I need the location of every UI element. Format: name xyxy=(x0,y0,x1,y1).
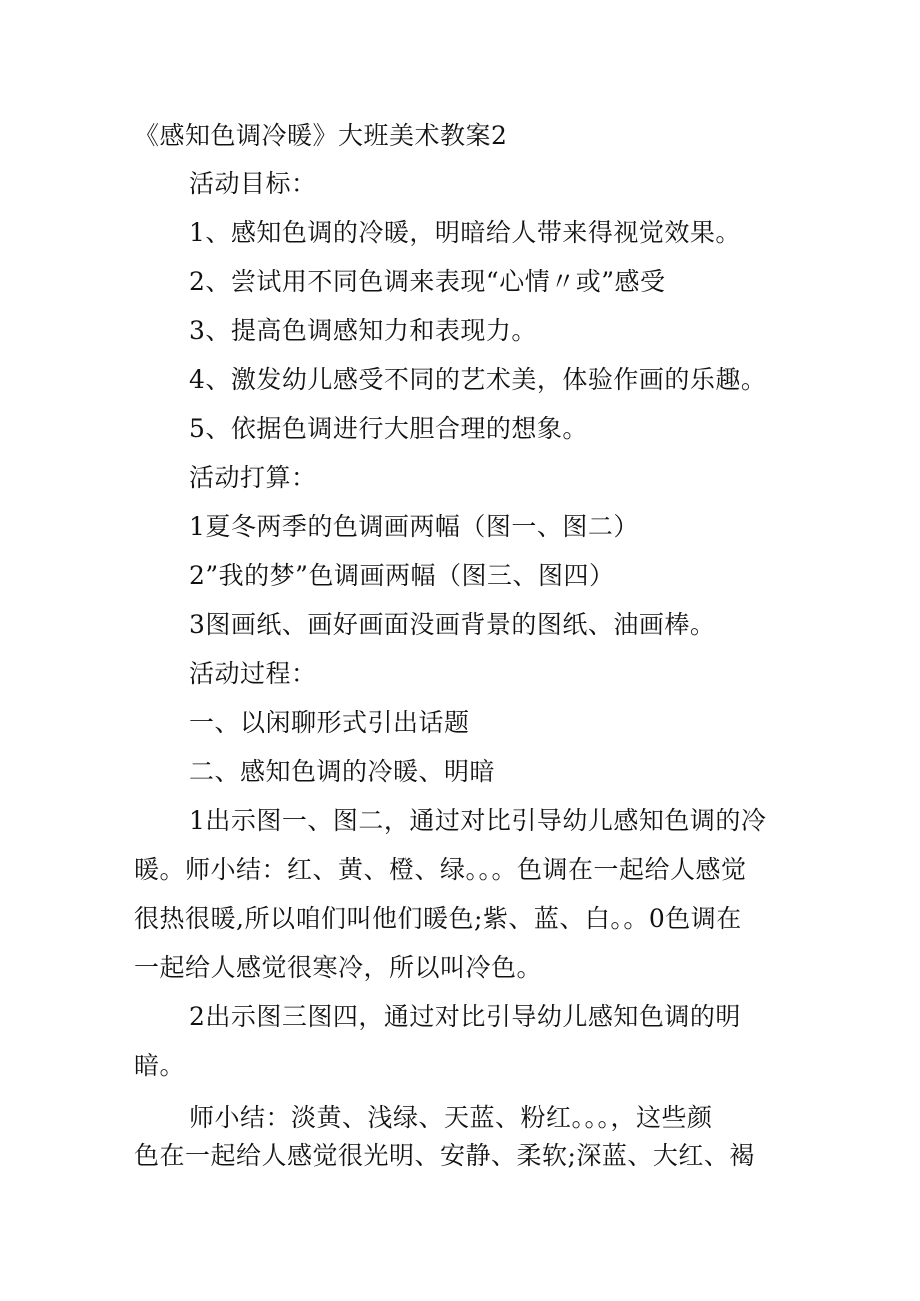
paragraph-line: 暖。师小结：红、黄、橙、绿。。。色调在一起给人感觉 xyxy=(134,855,747,884)
goal-item-1: 1、感知色调的冷暖，明暗给人带来得视觉效果。 xyxy=(189,218,741,247)
goal-item-3: 3、提高色调感知力和表现力。 xyxy=(189,316,537,345)
paragraph-line: 2出示图三图四，通过对比引导幼儿感知色调的明 xyxy=(189,1002,741,1031)
process-step-2: 二、感知色调的冷暖、明暗 xyxy=(189,757,496,786)
goal-item-4: 4、激发幼儿感受不同的艺术美，体验作画的乐趣。 xyxy=(189,365,767,394)
heading-activity-prep: 活动打算： xyxy=(189,463,317,492)
paragraph-line: 师小结：淡黄、浅绿、天蓝、粉红。。。，这些颜 xyxy=(189,1103,713,1132)
prep-item-2: 2”我的梦”色调画两幅（图三、图四） xyxy=(189,561,615,590)
heading-activity-goals: 活动目标： xyxy=(189,169,317,198)
paragraph-line: 1出示图一、图二，通过对比引导幼儿感知色调的冷 xyxy=(189,806,767,835)
process-step-1: 一、以闲聊形式引出话题 xyxy=(189,708,470,737)
prep-item-3: 3图画纸、画好画面没画背景的图纸、油画棒。 xyxy=(189,610,716,639)
paragraph-line: 很热很暖,所以咱们叫他们暖色;紫、蓝、白。。0色调在 xyxy=(134,904,742,933)
heading-activity-process: 活动过程： xyxy=(189,659,317,688)
paragraph-line: 色在一起给人感觉很光明、安静、柔软;深蓝、大红、褐 xyxy=(134,1141,755,1170)
goal-item-5: 5、依据色调进行大胆合理的想象。 xyxy=(189,414,588,443)
prep-item-1: 1夏冬两季的色调画两幅（图一、图二） xyxy=(189,512,639,541)
paragraph-line: 一起给人感觉很寒冷，所以叫冷色。 xyxy=(134,953,543,982)
goal-item-2: 2、尝试用不同色调来表现“心情〃或”感受 xyxy=(189,267,666,296)
document-title: 《感知色调冷暖》大班美术教案2 xyxy=(134,121,508,150)
paragraph-line: 暗。 xyxy=(134,1051,186,1080)
